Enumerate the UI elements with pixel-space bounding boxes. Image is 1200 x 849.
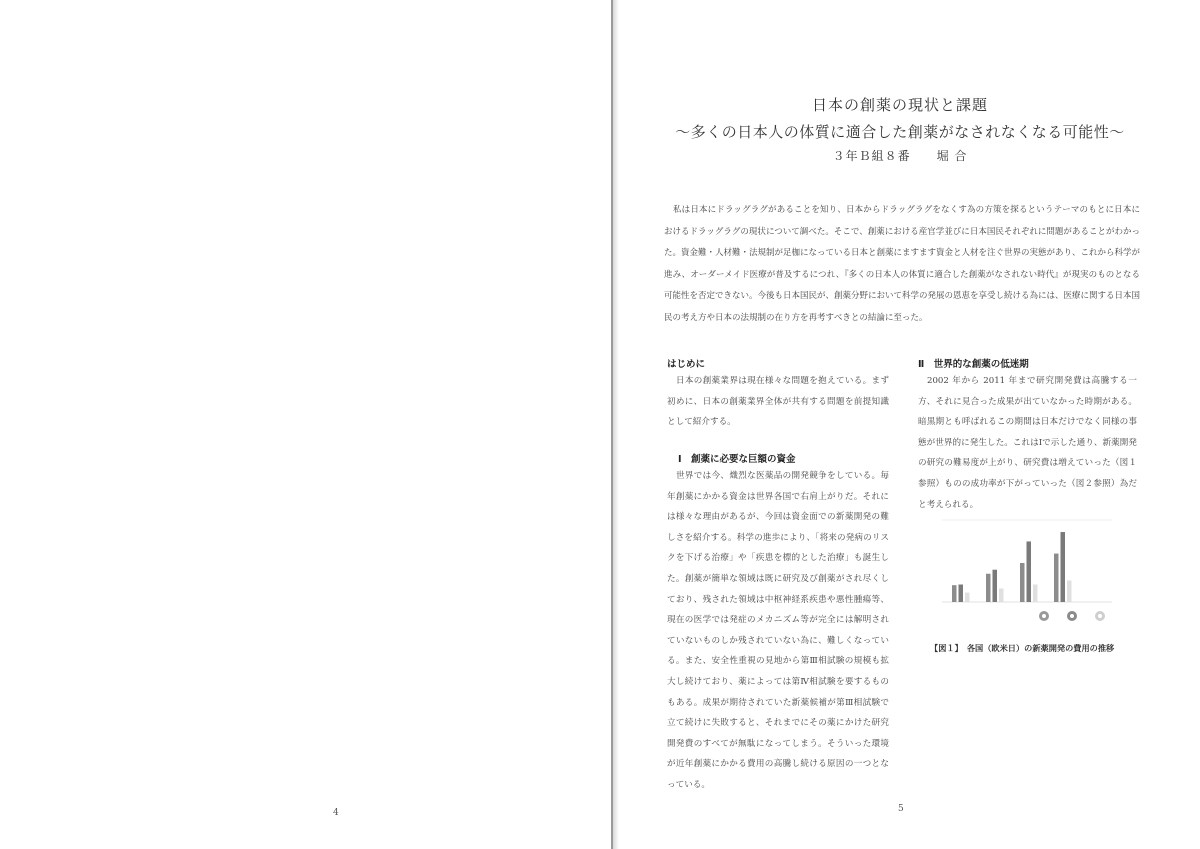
chart-bar-g3-s2 <box>1067 580 1072 602</box>
author-line: ３年Ｂ組８番 堀 合 <box>832 149 968 163</box>
chart-bar-g2-s1 <box>1027 541 1032 602</box>
figure1-caption: 【図１】 各国（欧米日）の新薬開発の費用の推移 <box>930 643 1115 653</box>
chart-bar-g2-s2 <box>1033 585 1038 602</box>
chart-bar-g0-s1 <box>959 585 964 602</box>
abstract-paragraph: 私は日本にドラッグラグがあることを知り、日本からドラッグラグをなくす為の方策を探るというテーマのもとに日本におけるドラッグラグの現状について調べた。そこで、創薬における産官学並びに日本国民それぞれに問題があることがわかった。資金難・人材難・法規制が足枷になっている日本と創薬にますます資金と人材を注ぐ世界の実態があり、これから科学が進み、オーダーメイド医療が普及するにつれ、『多くの日本人の体質に適合した創薬がなされない時代』が現実のものとなる可能性を否定できない。今後も日本国民が、創薬分野において科学の発展の恩恵を享受し続ける為には、医療に関する日本国民の考え方や日本の法規制の在り方を再考すべきとの結論に至った。 <box>664 205 1141 323</box>
chart-bar-g2-s0 <box>1020 563 1025 602</box>
section2-heading: Ⅱ 世界的な創薬の低迷期 <box>918 359 1029 370</box>
chart-bar-g1-s0 <box>986 574 991 602</box>
chart-bar-g3-s0 <box>1054 554 1059 602</box>
section1-heading: Ⅰ 創薬に必要な巨額の資金 <box>678 454 796 465</box>
figure1-bar-chart <box>922 510 1122 630</box>
chart-bar-g0-s0 <box>952 585 957 602</box>
right-page-number: 5 <box>898 804 904 814</box>
legend-marker-inner-1 <box>1070 614 1074 618</box>
chart-bar-g1-s2 <box>999 589 1004 602</box>
section2-paragraph: 2002 年から 2011 年まで研究開発費は高騰する一方、それに見合った成果が出ていなかった時期がある。暗黒期とも呼ばれるこの期間は日本だけでなく同様の事態が世界的に発生した。これはⅠで示した通り、新薬開発の研究の難易度が上がり、研究費は増えていった（図１参照）ものの成功率が下がっていった（図２参照）為だと考えられる。 <box>918 376 1137 510</box>
left-page-number: 4 <box>333 808 339 818</box>
legend-marker-inner-0 <box>1042 614 1046 618</box>
intro-paragraph: 日本の創薬業界は現在様々な問題を抱えている。まず初めに、日本の創薬業界全体が共有する問題を前提知識として紹介する。 <box>667 376 889 428</box>
section1-paragraph: 世界では今、熾烈な医薬品の開発競争をしている。毎年創薬にかかる資金は世界各国で右肩上がりだ。それには様々な理由があるが、今回は資金面での新薬開発の難しさを紹介する。科学の進歩により、「将来の発病のリスクを下げる治療」や「疾患を標的とした治療」も誕生した。創薬が簡単な領域は既に研究及び創薬がされ尽くしており、残された領域は中枢神経系疾患や悪性腫瘍等、現在の医学では発症のメカニズム等が完全には解明されていないものしか残されていない為に、難しくなっている。また、安全性重視の見地から第Ⅲ相試験の規模も拡大し続けており、薬によっては第Ⅳ相試験を要するものもある。成果が期待されていた新薬候補が第Ⅲ相試験で立て続けに失敗すると、それまでにその薬にかけた研究開発費のすべてが無駄になってしまう。そういった環境が近年創薬にかかる費用の高騰し続ける原因の一つとなっている。 <box>667 471 889 790</box>
page-subtitle: ～多くの日本人の体質に適合した創薬がなされなくなる可能性～ <box>675 123 1125 141</box>
intro-heading: はじめに <box>667 359 706 370</box>
chart-bar-g3-s1 <box>1061 532 1066 602</box>
chart-bar-g1-s1 <box>993 570 998 602</box>
legend-marker-inner-2 <box>1098 614 1102 618</box>
page-title: 日本の創薬の現状と課題 <box>811 96 988 114</box>
chart-bar-g0-s2 <box>965 593 970 602</box>
